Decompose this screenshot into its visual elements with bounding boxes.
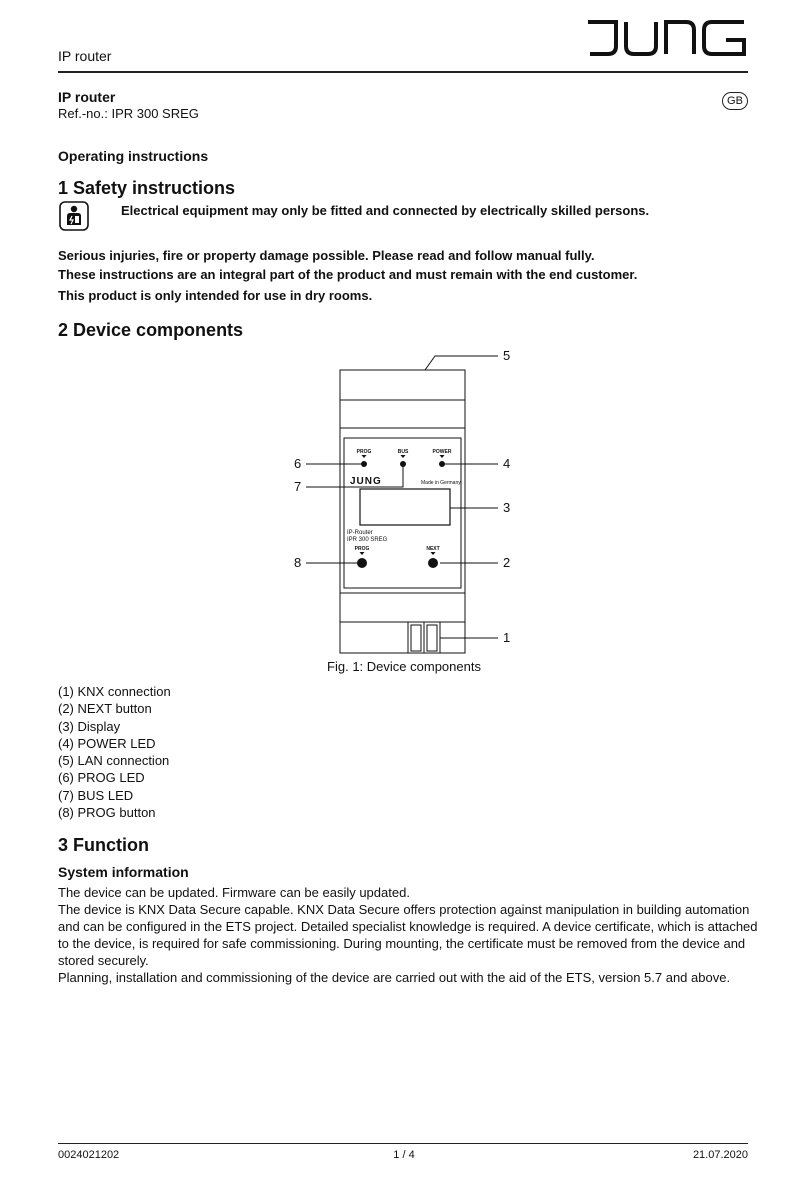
bus-led: [400, 461, 406, 467]
system-info-heading: System information: [58, 864, 189, 880]
reference-number: Ref.-no.: IPR 300 SREG: [58, 106, 199, 121]
list-item: (8) PROG button: [58, 805, 156, 821]
callout-3: 3: [503, 500, 511, 515]
section-heading-safety: 1 Safety instructions: [58, 178, 236, 198]
page-number: 1 / 4: [393, 1149, 415, 1161]
jung-logo: [586, 18, 748, 58]
device-diagram: [280, 342, 530, 657]
prog-led-label: PROG: [356, 449, 372, 455]
paragraph: Planning, installation and commissioning of the device are carried out with the aid of the ETS, version 5.7 and above.: [58, 970, 731, 985]
component-list: [58, 683, 171, 821]
operating-instructions-label: Operating instructions: [58, 148, 209, 164]
power-led-label: POWER: [432, 449, 452, 455]
list-item: (2) NEXT button: [58, 701, 152, 717]
logo-text: JUNG: [586, 18, 589, 19]
next-button: [428, 558, 438, 568]
paragraph: The device can be updated. Firmware can be easily updated.: [58, 885, 410, 900]
housing-bottom: [340, 593, 465, 653]
device-model-label: IPR 300 SREG: [347, 537, 388, 543]
header-title: IP router: [58, 48, 112, 64]
function-body: [58, 884, 758, 986]
callout-5: 5: [503, 348, 511, 363]
list-item: (4) POWER LED: [58, 735, 156, 751]
device-name-label: IP-Router: [347, 530, 373, 536]
section-heading-function: 3 Function: [58, 835, 149, 855]
electrician-icon: [59, 201, 89, 231]
list-item: (5) LAN connection: [58, 753, 170, 769]
callout-8: 8: [294, 555, 302, 570]
figure-caption: Fig. 1: Device components: [327, 659, 481, 674]
prog-button-label: PROG: [354, 546, 370, 552]
power-led: [439, 461, 445, 467]
country-badge: GB: [722, 92, 748, 110]
callout-2: 2: [503, 555, 511, 570]
list-item: (7) BUS LED: [58, 787, 134, 803]
safety-line: These instructions are an integral part of the product and must remain with the end customer.: [58, 267, 638, 282]
footer-divider: [58, 1143, 748, 1144]
device-logo: JUNG: [350, 476, 382, 487]
next-button-label: NEXT: [426, 546, 440, 552]
doc-number: 0024021202: [58, 1149, 120, 1161]
list-item: (1) KNX connection: [58, 684, 171, 699]
made-in-label: Made in Germany: [421, 480, 461, 486]
header-divider: [58, 71, 748, 73]
callout-4: 4: [503, 456, 511, 471]
callout-6: 6: [294, 456, 302, 471]
product-name: IP router: [58, 89, 116, 105]
list-item: (6) PROG LED: [58, 770, 145, 786]
safety-line: Serious injuries, fire or property damage possible. Please read and follow manual fully.: [58, 248, 595, 263]
safety-line: This product is only intended for use in dry rooms.: [58, 288, 373, 303]
paragraph: The device is KNX Data Secure capable. KNX Data Secure offers protection against manipulation in building automation and can be configured in the ETS project. Detailed specialist knowledge is required. A device certificate, which is attached to the device, is required for safe commissioning. During mounting, the certificate must be removed from the device and stored securely.: [58, 902, 758, 968]
section-heading-components: 2 Device components: [58, 320, 244, 340]
bus-led-label: BUS: [397, 449, 409, 455]
prog-led: [361, 461, 367, 467]
housing-top: [340, 370, 465, 428]
leader-5: [425, 356, 498, 370]
display: [360, 489, 450, 525]
doc-date: 21.07.2020: [692, 1149, 748, 1161]
callout-1: 1: [503, 630, 511, 645]
list-item: (3) Display: [58, 718, 121, 734]
callout-7: 7: [294, 479, 302, 494]
prog-button: [357, 558, 367, 568]
electrical-safety-note: Electrical equipment may only be fitted and connected by electrically skilled persons.: [121, 203, 650, 218]
